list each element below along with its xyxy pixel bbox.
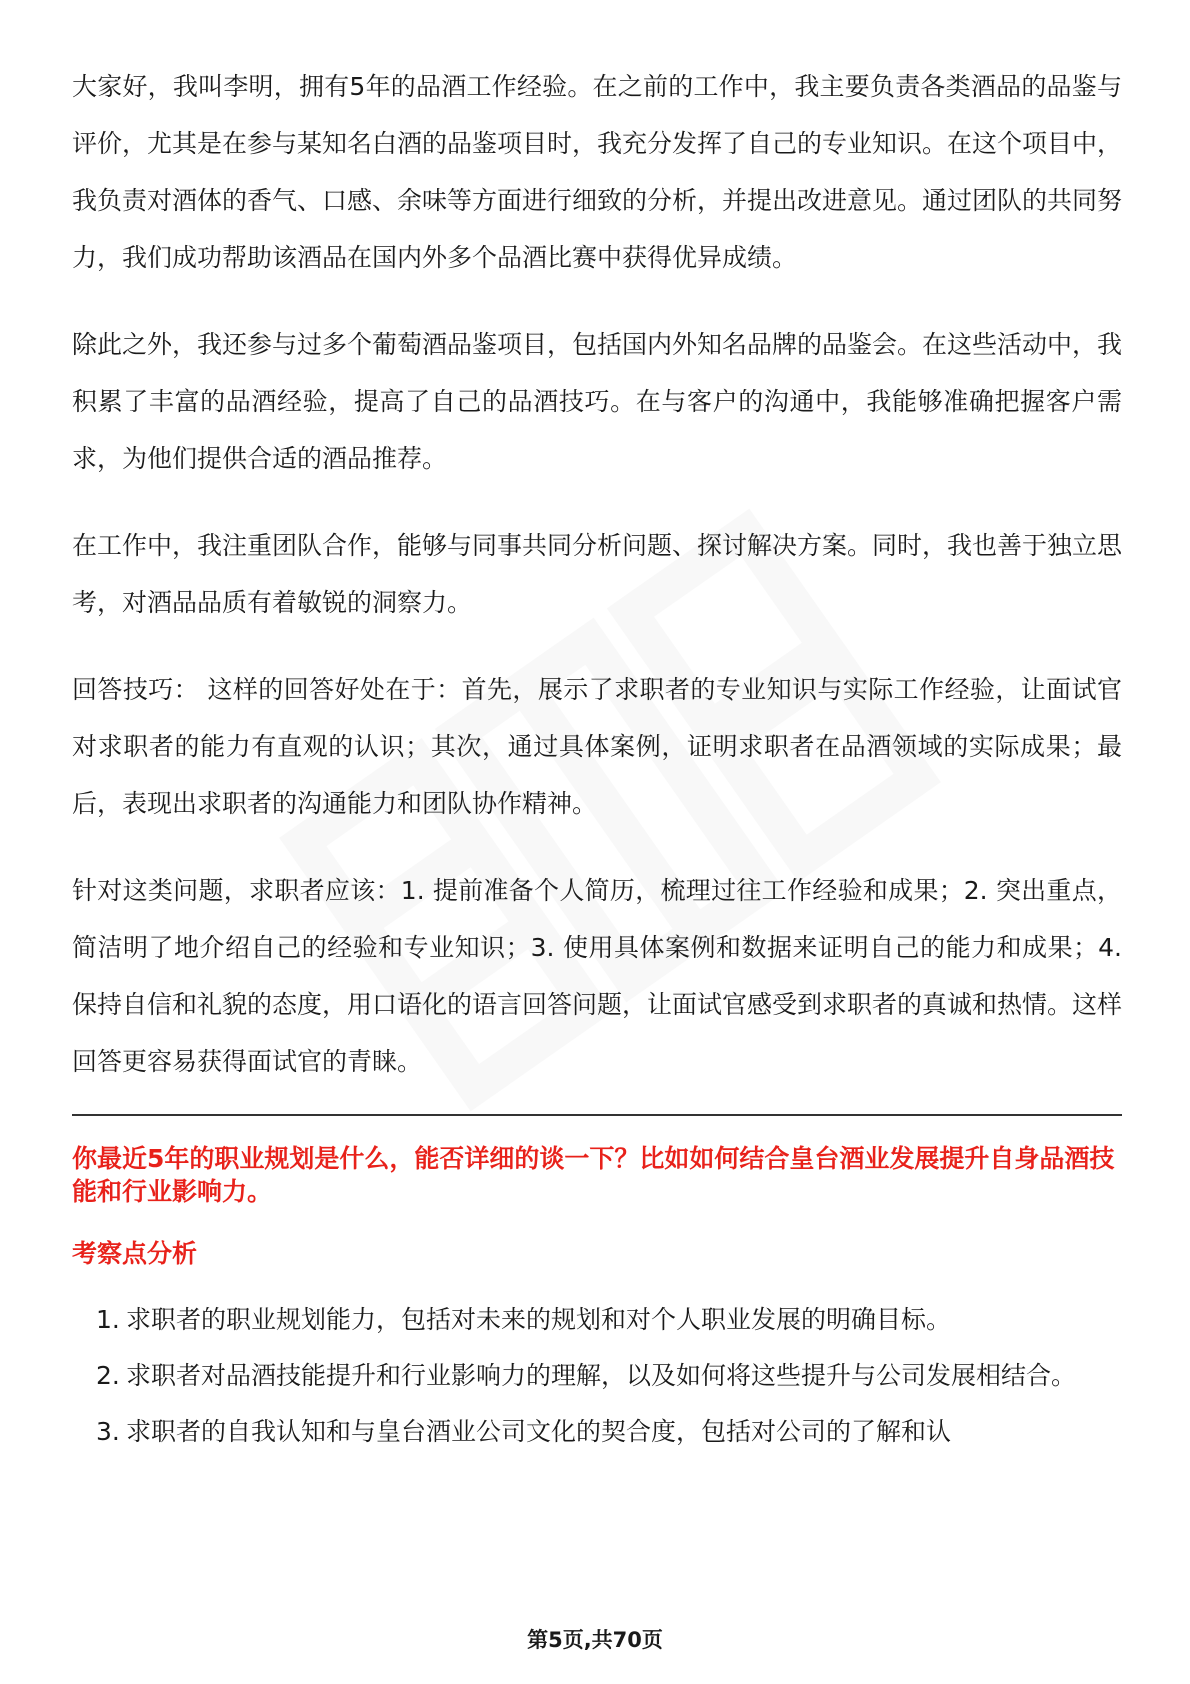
- list-item-text: 求职者对品酒技能提升和行业影响力的理解，以及如何将这些提升与公司发展相结合。: [126, 1361, 1077, 1390]
- list-item-number: 1.: [96, 1305, 120, 1334]
- section-divider: [72, 1114, 1122, 1116]
- list-item-text: 求职者的自我认知和与皇台酒业公司文化的契合度，包括对公司的了解和认: [126, 1417, 952, 1446]
- paragraph-wine-projects: 除此之外，我还参与过多个葡萄酒品鉴项目，包括国内外知名品牌的品鉴会。在这些活动中，我积累了丰富的品酒经验，提高了自己的品酒技巧。在与客户的沟通中，我能够准确把握客户需求，为他们提供合适的酒品推荐。: [72, 330, 1123, 473]
- list-item-text: 求职者的职业规划能力，包括对未来的规划和对个人职业发展的明确目标。: [126, 1305, 952, 1334]
- analysis-list: [72, 1292, 1122, 1460]
- list-item-number: 3.: [96, 1417, 120, 1446]
- list-item-number: 2.: [96, 1361, 120, 1390]
- list-item: [72, 1404, 1122, 1460]
- paragraph-advice: 针对这类问题，求职者应该：1. 提前准备个人简历，梳理过往工作经验和成果；2. 突出重点，简洁明了地介绍自己的经验和专业知识；3. 使用具体案例和数据来证明自己的能力和成果；4. 保持自信和礼貌的态度，用口语化的语言回答问题，让面试官感受到求职者的真诚和热情。这样回答更容易获得面试官的青睐。: [72, 876, 1123, 1076]
- paragraph-answer-tips: 回答技巧： 这样的回答好处在于：首先，展示了求职者的专业知识与实际工作经验，让面试官对求职者的能力有直观的认识；其次，通过具体案例，证明求职者在品酒领域的实际成果；最后，表现出求职者的沟通能力和团队协作精神。: [72, 675, 1122, 818]
- main-content: [72, 58, 1122, 1460]
- paragraph-intro: 大家好，我叫李明，拥有5年的品酒工作经验。在之前的工作中，我主要负责各类酒品的品鉴与评价，尤其是在参与某知名白酒的品鉴项目时，我充分发挥了自己的专业知识。在这个项目中，我负责对酒体的香气、口感、余味等方面进行细致的分析，并提出改进意见。通过团队的共同努力，我们成功帮助该酒品在国内外多个品酒比赛中获得优异成绩。: [72, 72, 1123, 272]
- analysis-section-title: 考察点分析: [72, 1239, 198, 1268]
- list-item: [72, 1348, 1122, 1404]
- interview-question: 你最近5年的职业规划是什么，能否详细的谈一下？比如如何结合皇台酒业发展提升自身品酒技能和行业影响力。: [72, 1144, 1115, 1206]
- page-footer: 第5页,共70页: [527, 1628, 663, 1652]
- paragraph-teamwork: 在工作中，我注重团队合作，能够与同事共同分析问题、探讨解决方案。同时，我也善于独立思考，对酒品品质有着敏锐的洞察力。: [72, 531, 1123, 617]
- list-item: [72, 1292, 1122, 1348]
